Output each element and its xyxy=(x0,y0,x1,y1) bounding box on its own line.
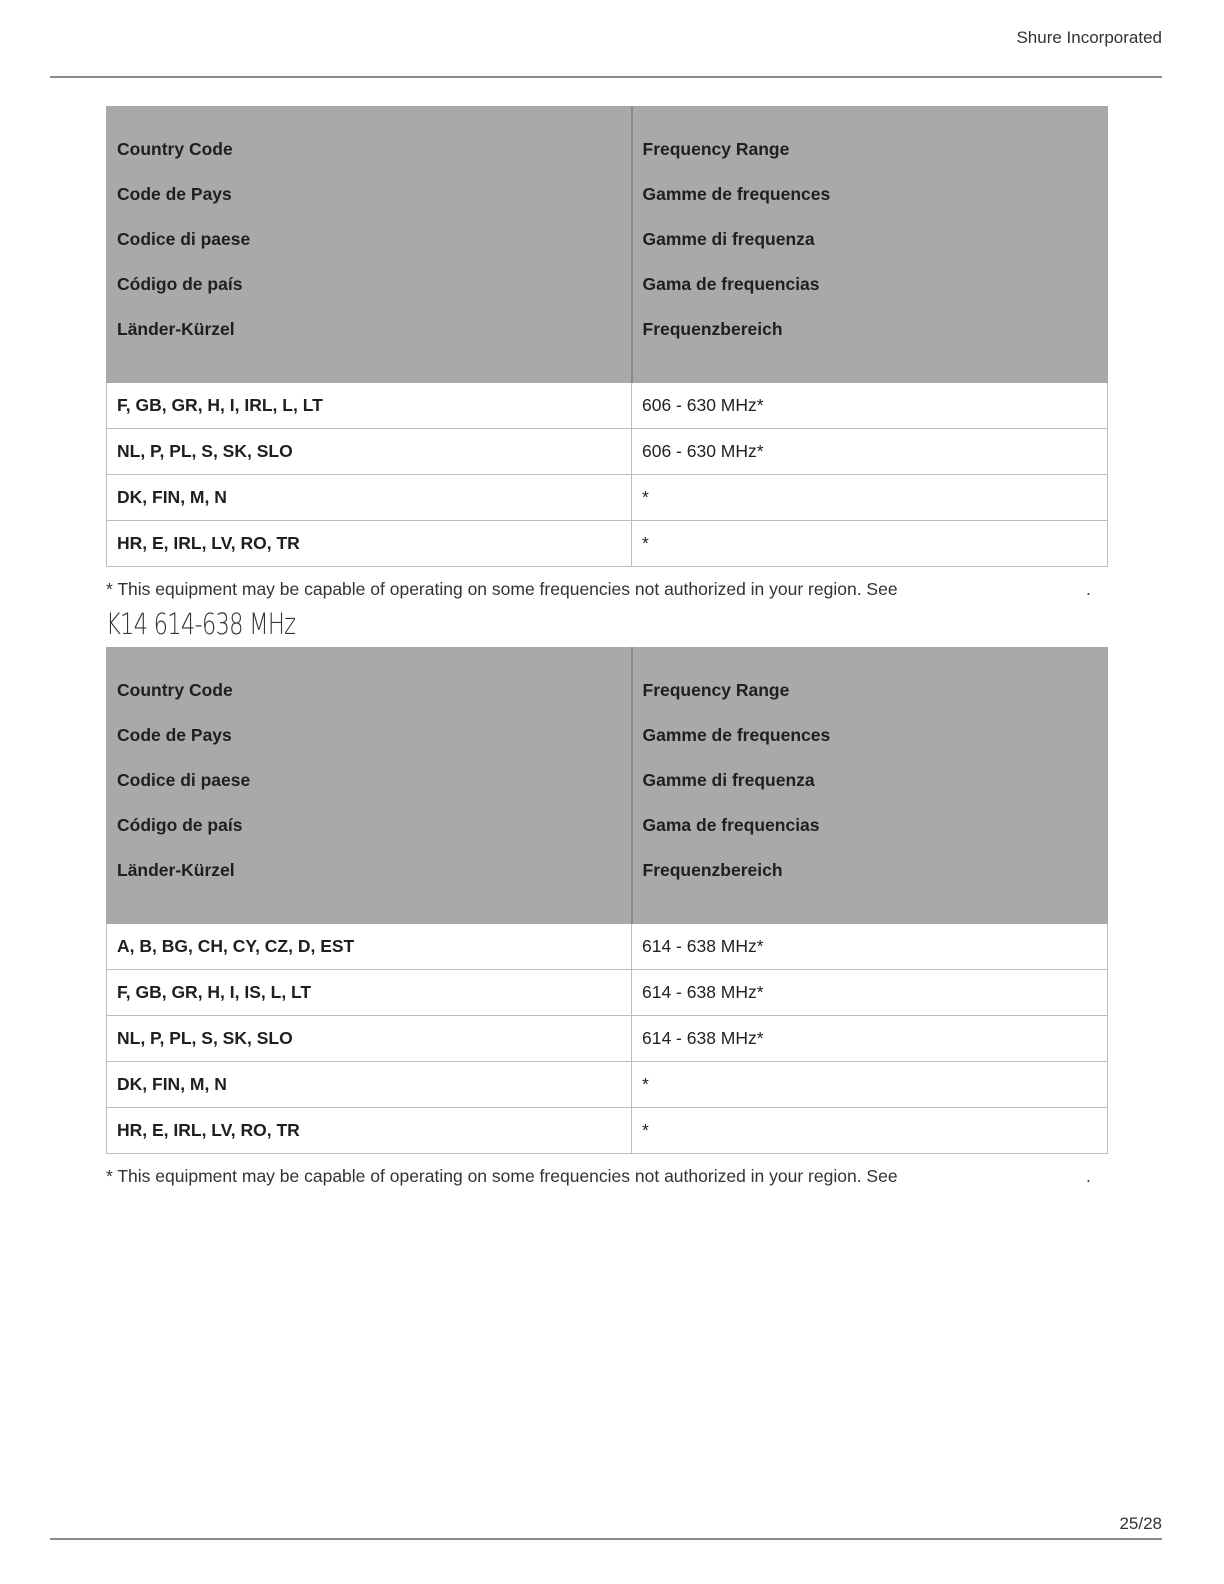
section-title: K14 614-638 MHz xyxy=(106,607,296,641)
header-label: Frequency Range xyxy=(642,139,790,159)
table-row xyxy=(107,1016,1108,1062)
country-codes-cell: F, GB, GR, H, I, IS, L, LT xyxy=(107,970,632,1016)
table-row xyxy=(107,521,1108,567)
header-label: Gamme de frequences xyxy=(642,725,831,745)
frequency-table-1 xyxy=(106,106,1108,567)
header-label: Country Code xyxy=(117,139,233,159)
frequency-range-header xyxy=(632,107,1108,383)
footer-divider xyxy=(50,1538,1162,1540)
footnote xyxy=(106,577,1107,601)
frequency-range-cell: * xyxy=(632,1062,1108,1108)
header-label: Frequenzbereich xyxy=(642,319,783,339)
frequency-range-cell: 614 - 638 MHz* xyxy=(632,1016,1108,1062)
frequency-table-2 xyxy=(106,647,1108,1154)
footnote-text: * This equipment may be capable of operating on some frequencies not authorized in your region. See xyxy=(106,1166,898,1186)
header-label: Gamme di frequenza xyxy=(642,229,815,249)
page-number: 25/28 xyxy=(1119,1514,1162,1533)
frequency-section-1 xyxy=(106,106,1107,601)
table-header-row xyxy=(107,648,1108,924)
footnote-end: . xyxy=(1086,579,1091,599)
header-label: Frequency Range xyxy=(642,680,790,700)
company-name: Shure Incorporated xyxy=(1016,28,1162,47)
footnote xyxy=(106,1164,1107,1188)
country-codes-cell: NL, P, PL, S, SK, SLO xyxy=(107,1016,632,1062)
table-row xyxy=(107,429,1108,475)
footnote-end: . xyxy=(1086,1166,1091,1186)
footnote-text: * This equipment may be capable of operating on some frequencies not authorized in your region. See xyxy=(106,579,898,599)
frequency-range-header xyxy=(632,648,1108,924)
header-label: Código de país xyxy=(117,274,243,294)
country-codes-cell: DK, FIN, M, N xyxy=(107,1062,632,1108)
header-label: Country Code xyxy=(117,680,233,700)
header-label: Codice di paese xyxy=(117,229,251,249)
frequency-range-cell: 614 - 638 MHz* xyxy=(632,970,1108,1016)
frequency-range-cell: 606 - 630 MHz* xyxy=(632,429,1108,475)
header-divider xyxy=(50,76,1162,78)
country-codes-cell: DK, FIN, M, N xyxy=(107,475,632,521)
table-row xyxy=(107,1108,1108,1154)
header-label: Gamme de frequences xyxy=(642,184,831,204)
header-label: Gamme di frequenza xyxy=(642,770,815,790)
country-codes-cell: A, B, BG, CH, CY, CZ, D, EST xyxy=(107,924,632,970)
header-label: Gama de frequencias xyxy=(642,274,820,294)
country-code-header xyxy=(107,107,632,383)
header-label: Frequenzbereich xyxy=(642,860,783,880)
table-row xyxy=(107,970,1108,1016)
header-label: Code de Pays xyxy=(117,725,232,745)
country-code-header xyxy=(107,648,632,924)
country-codes-cell: NL, P, PL, S, SK, SLO xyxy=(107,429,632,475)
table-row xyxy=(107,383,1108,429)
country-codes-cell: F, GB, GR, H, I, IRL, L, LT xyxy=(107,383,632,429)
table-header-row xyxy=(107,107,1108,383)
frequency-range-cell: * xyxy=(632,521,1108,567)
frequency-range-cell: * xyxy=(632,475,1108,521)
frequency-range-cell: 606 - 630 MHz* xyxy=(632,383,1108,429)
table-row xyxy=(107,1062,1108,1108)
header-label: Code de Pays xyxy=(117,184,232,204)
frequency-range-cell: * xyxy=(632,1108,1108,1154)
table-row xyxy=(107,475,1108,521)
frequency-section-2 xyxy=(106,601,1107,1188)
frequency-range-cell: 614 - 638 MHz* xyxy=(632,924,1108,970)
header-label: Länder-Kürzel xyxy=(117,319,235,339)
header-label: Código de país xyxy=(117,815,243,835)
country-codes-cell: HR, E, IRL, LV, RO, TR xyxy=(107,521,632,567)
header-label: Länder-Kürzel xyxy=(117,860,235,880)
table-row xyxy=(107,924,1108,970)
header-label: Gama de frequencias xyxy=(642,815,820,835)
header-label: Codice di paese xyxy=(117,770,251,790)
country-codes-cell: HR, E, IRL, LV, RO, TR xyxy=(107,1108,632,1154)
